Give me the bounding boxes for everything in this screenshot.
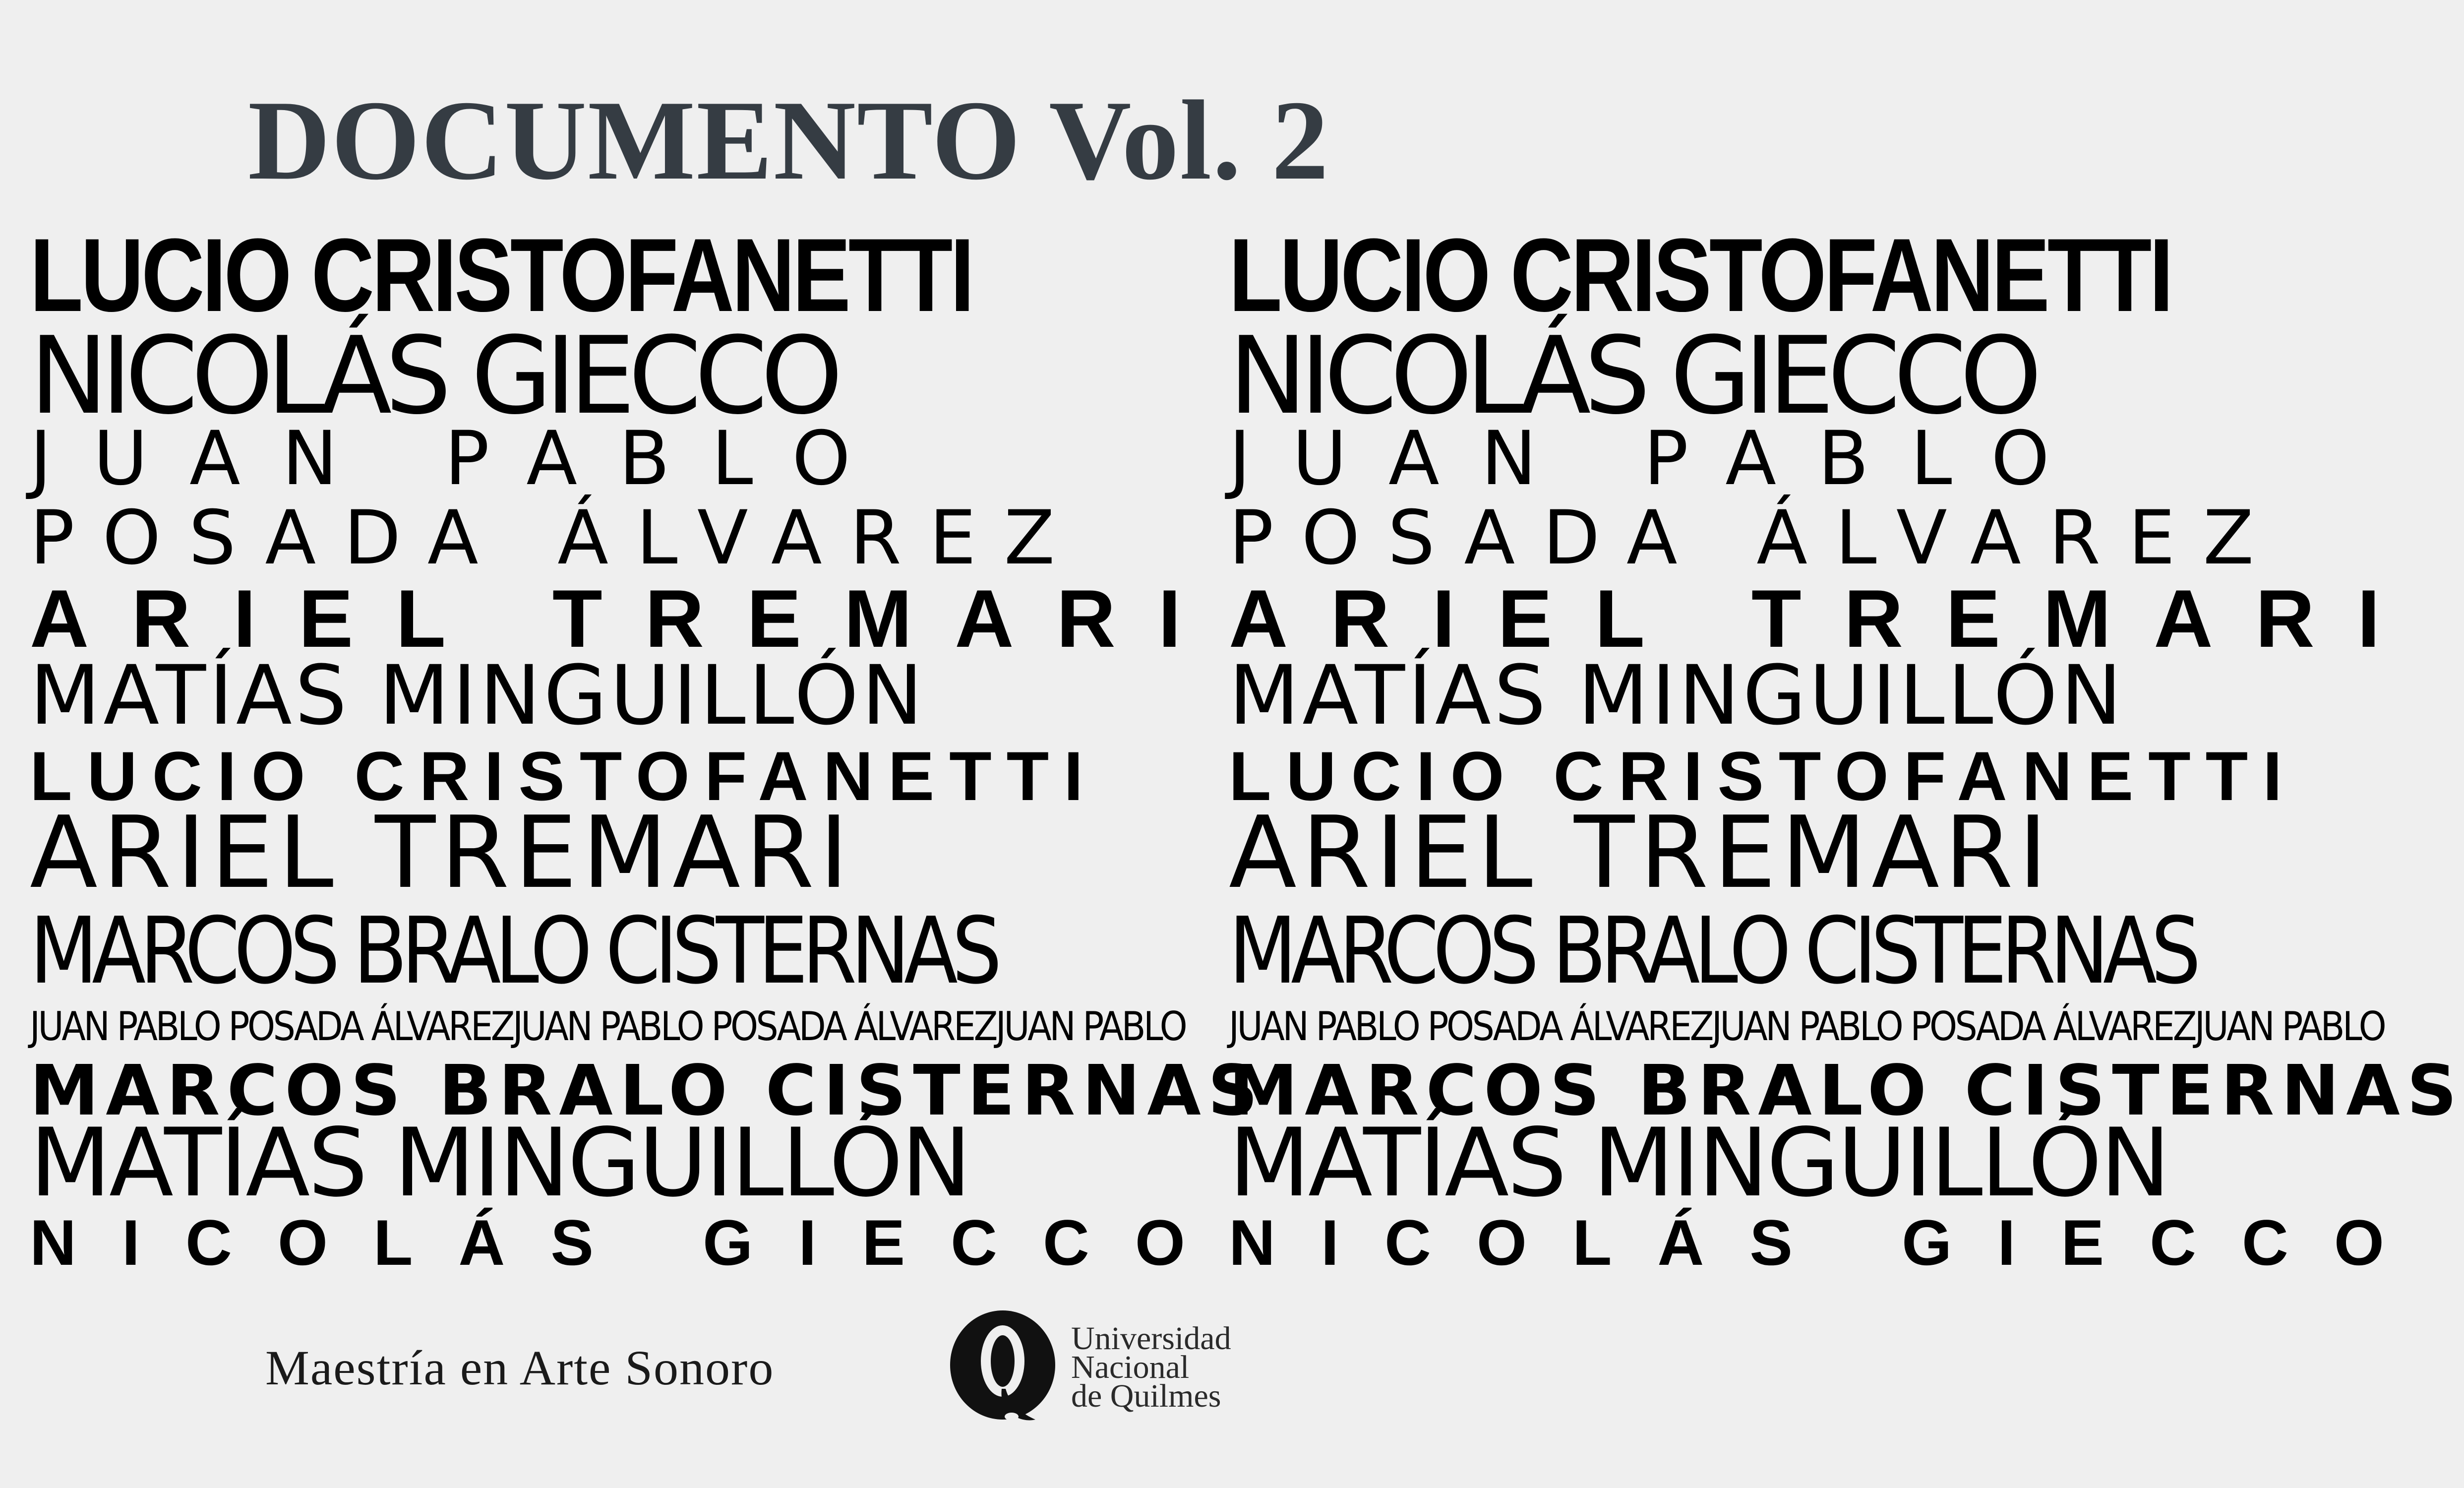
university-logo-icon xyxy=(947,1309,1061,1428)
name-row: JUAN PABLO POSADA ÁLVAREZJUAN PABLO POSADA ÁLVAREZJUAN PABLO xyxy=(30,1003,1186,1050)
name-row-repeat: POSADA ÁLVAREZ xyxy=(1229,495,2282,581)
name-row-repeat: MATÍAS MINGUILLÓN xyxy=(1229,1108,2169,1218)
name-row: JUAN PABLO xyxy=(30,416,893,502)
name-row-repeat: ARIEL TREMARI xyxy=(1229,795,2052,911)
album-title: DOCUMENTO Vol. 2 xyxy=(248,77,1330,203)
name-row-repeat: NICOLÁS GIECCO xyxy=(1229,313,2036,438)
name-row-repeat: LUCIO CRISTOFANETTI xyxy=(1229,217,2171,333)
name-row: MATÍAS MINGUILLÓN xyxy=(30,648,926,743)
name-row-repeat: MATÍAS MINGUILLÓN xyxy=(1229,648,2125,743)
name-row-repeat: JUAN PABLO POSADA ÁLVAREZJUAN PABLO POSADA ÁLVAREZJUAN PABLO xyxy=(1229,1003,2385,1050)
university-name-line: Nacional xyxy=(1071,1349,1190,1385)
name-row: NICOLÁS GIECCO xyxy=(30,313,837,438)
name-row-repeat: JUAN PABLO xyxy=(1229,416,2092,502)
name-row-repeat: MARCOS BRALO CISTERNAS xyxy=(1229,897,2195,1004)
name-row: LUCIO CRISTOFANETTI xyxy=(30,737,1098,815)
names-column-main xyxy=(30,217,1265,1279)
name-row: MARCOS BRALO CISTERNAS xyxy=(30,897,996,1004)
name-row: ARIEL TREMARI xyxy=(30,573,1224,664)
name-row: NICOLÁS GIECCO xyxy=(30,1206,1231,1279)
name-row: MATÍAS MINGUILLÓN xyxy=(30,1108,970,1218)
name-row-repeat: MARCOS BRALO CISTERNAS xyxy=(1229,1051,2464,1131)
names-column-repeat xyxy=(1229,217,2464,1279)
university-name-line: Universidad xyxy=(1071,1320,1231,1357)
name-row-repeat: LUCIO CRISTOFANETTI xyxy=(1229,737,2297,815)
name-row-repeat: ARIEL TREMARI xyxy=(1229,573,2423,664)
university-name-line: de Quilmes xyxy=(1071,1378,1221,1414)
name-row: POSADA ÁLVAREZ xyxy=(30,495,1083,581)
name-row: MARCOS BRALO CISTERNAS xyxy=(30,1051,1265,1131)
name-row-repeat: NICOLÁS GIECCO xyxy=(1229,1206,2430,1279)
program-name: Maestría en Arte Sonoro xyxy=(265,1340,775,1395)
university-name xyxy=(1071,1320,1231,1414)
name-row: ARIEL TREMARI xyxy=(30,795,853,911)
name-row: LUCIO CRISTOFANETTI xyxy=(30,217,972,333)
